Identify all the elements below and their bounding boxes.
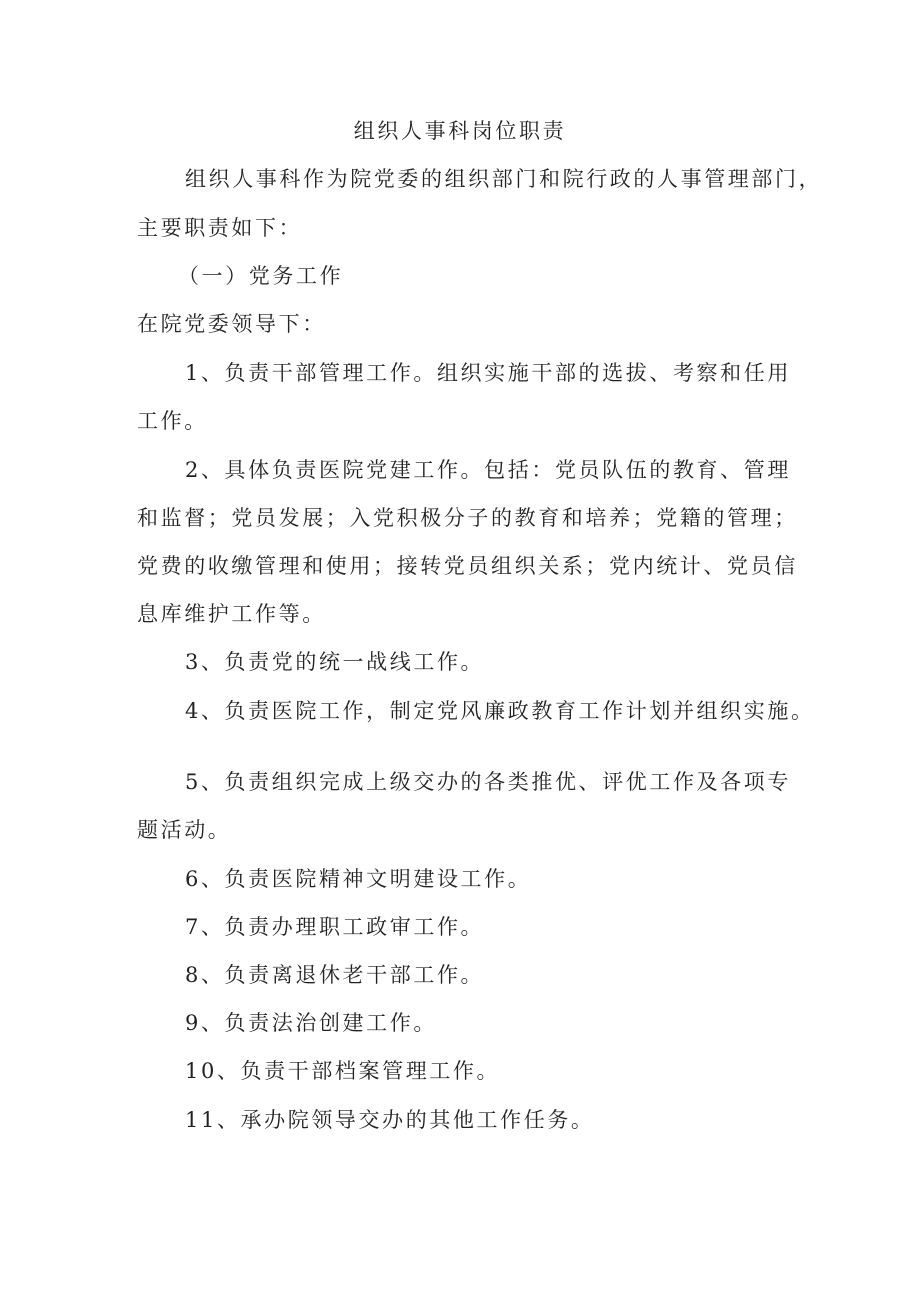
list-item: 4、负责医院工作，制定党风廉政教育工作计划并组织实施。 bbox=[185, 699, 815, 723]
list-item: 3、负责党的统一战线工作。 bbox=[185, 650, 485, 674]
list-item: 2、具体负责医院党建工作。包括：党员队伍的教育、管理 bbox=[185, 458, 791, 482]
list-item: 6、负责医院精神文明建设工作。 bbox=[185, 867, 532, 891]
list-item: 8、负责离退休老干部工作。 bbox=[185, 963, 485, 987]
list-item-cont: 和监督；党员发展；入党积极分子的教育和培养；党籍的管理； bbox=[137, 506, 798, 530]
paragraph-line: 主要职责如下： bbox=[137, 216, 303, 240]
paragraph-line: 在院党委领导下： bbox=[137, 312, 326, 336]
list-item-cont: 党费的收缴管理和使用；接转党员组织关系；党内统计、党员信 bbox=[137, 554, 798, 578]
list-item: 5、负责组织完成上级交办的各类推优、评优工作及各项专 bbox=[185, 770, 791, 794]
list-item-cont: 工作。 bbox=[137, 409, 208, 433]
list-item: 11、承办院领导交办的其他工作任务。 bbox=[185, 1108, 595, 1132]
list-item: 1、负责干部管理工作。组织实施干部的选拔、考察和任用 bbox=[185, 361, 791, 385]
section-heading: （一）党务工作 bbox=[178, 264, 344, 288]
list-item-cont: 息库维护工作等。 bbox=[137, 602, 326, 626]
list-item: 7、负责办理职工政审工作。 bbox=[185, 915, 485, 939]
list-item: 10、负责干部档案管理工作。 bbox=[185, 1059, 501, 1083]
document-title: 组织人事科岗位职责 bbox=[353, 119, 567, 143]
paragraph-line: 组织人事科作为院党委的组织部门和院行政的人事管理部门， bbox=[185, 167, 823, 191]
list-item-cont: 题活动。 bbox=[137, 818, 232, 842]
list-item: 9、负责法治创建工作。 bbox=[185, 1011, 437, 1035]
